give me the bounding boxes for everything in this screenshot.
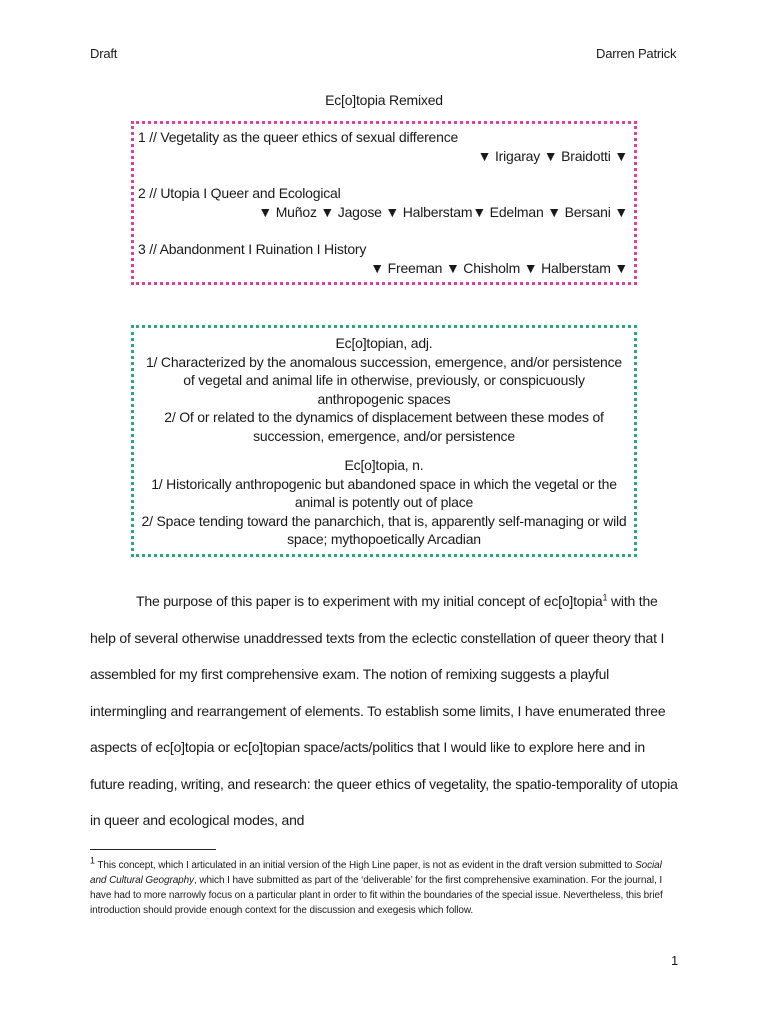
document-title: Ec[o]topia Remixed bbox=[325, 92, 443, 108]
footnote-marker: 1 bbox=[90, 855, 95, 866]
definition-sense: 1/ Characterized by the anomalous succession, emergence, and/or persistence of vegetal and animal life in otherwise, previously, or conspicuously anthropogenic spaces bbox=[145, 353, 623, 407]
footnote bbox=[90, 855, 680, 918]
footnote-journal-title: Social and Cultural Geography bbox=[90, 860, 662, 886]
definitions-box bbox=[131, 325, 637, 557]
outline-item-authors: ▼ Freeman ▼ Chisholm ▼ Halberstam ▼ bbox=[370, 260, 628, 276]
outline-item-heading: 2 // Utopia I Queer and Ecological bbox=[138, 185, 341, 201]
body-paragraph bbox=[90, 583, 678, 839]
outline-item-heading: 1 // Vegetality as the queer ethics of sexual difference bbox=[138, 129, 459, 145]
footnote-text: , which I have submitted as part of the ‘deliverable’ for the first comprehensive examination. For the journal, I have had to more narrowly focus on a particular plant in order to fit within the boundaries of the special issue. Nevertheless, this brief introduction should provide enough context for the discussion and exegesis which follow. bbox=[90, 875, 663, 916]
outline-item-heading: 3 // Abandonment I Ruination I History bbox=[138, 241, 367, 257]
outline-item bbox=[138, 240, 628, 278]
outline-item bbox=[138, 184, 628, 222]
body-text bbox=[90, 583, 678, 839]
definition-term: Ec[o]topia, n. bbox=[344, 457, 424, 473]
body-text-run: with the help of several otherwise unaddressed texts from the eclectic constellation of queer theory that I assembled for my first comprehensive exam. The notion of remixing suggests a playful intermingling and rearrangement of elements. To establish some limits, I have enumerated three aspects of ec[o]topia or ec[o]topian space/acts/politics that I would like to explore here and in future reading, writing, and research: the queer ethics of vegetality, the spatio-temporality of utopia in queer and ecological modes, and bbox=[90, 593, 678, 828]
definition-sense: 2/ Space tending toward the panarchich, that is, apparently self-managing or wild space; mythopoetically Arcadian bbox=[141, 512, 627, 547]
outline-item-authors: ▼ Muñoz ▼ Jagose ▼ Halberstam▼ Edelman ▼ Bersani ▼ bbox=[258, 204, 628, 220]
outline-item-authors: ▼ Irigaray ▼ Braidotti ▼ bbox=[477, 148, 628, 164]
outline-box bbox=[131, 121, 637, 285]
footnote-reference[interactable]: 1 bbox=[602, 592, 608, 603]
outline-item bbox=[138, 128, 628, 166]
running-header-left: Draft bbox=[90, 46, 118, 61]
definition-entry bbox=[140, 334, 628, 445]
page-number: 1 bbox=[671, 953, 679, 968]
body-text-run: The purpose of this paper is to experiment with my initial concept of ec[o]topia bbox=[136, 593, 603, 609]
definition-sense: 1/ Historically anthropogenic but abandoned space in which the vegetal or the animal is potently out of place bbox=[151, 475, 617, 510]
running-header-right: Darren Patrick bbox=[596, 46, 677, 61]
definition-sense: 2/ Of or related to the dynamics of displacement between these modes of succession, emergence, and/or persistence bbox=[164, 409, 604, 444]
footnote-separator bbox=[90, 849, 216, 850]
definition-term: Ec[o]topian, adj. bbox=[335, 335, 433, 351]
definition-entry bbox=[140, 456, 628, 549]
footnote-text: This concept, which I articulated in an initial version of the High Line paper, is not as evident in the draft version submitted to bbox=[97, 860, 636, 871]
